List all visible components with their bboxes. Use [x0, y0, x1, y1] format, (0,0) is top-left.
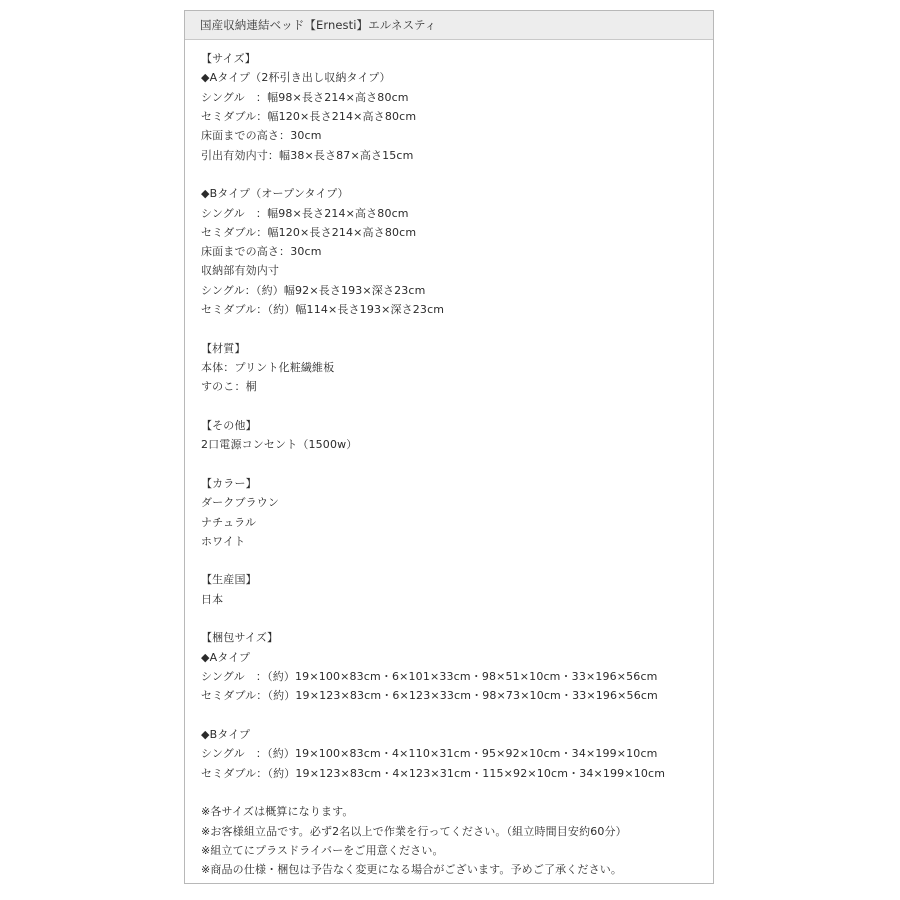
- spacer-line: [201, 706, 703, 725]
- spec-line: ダークブラウン: [201, 496, 280, 510]
- spec-panel: [184, 10, 714, 884]
- spec-line: シングル ：幅98×長さ214×高さ80cm: [201, 206, 409, 220]
- type-heading: ◆Aタイプ: [201, 650, 251, 664]
- spacer-line: [201, 551, 703, 570]
- type-heading: ◆Bタイプ: [201, 727, 251, 741]
- spec-line: 床面までの高さ：30cm: [201, 245, 322, 259]
- section-heading: 【梱包サイズ】: [201, 631, 279, 645]
- type-heading: ◆Bタイプ（オープンタイプ）: [201, 187, 349, 201]
- spec-line: 床面までの高さ：30cm: [201, 129, 322, 143]
- spacer-line: [201, 165, 703, 184]
- section-heading: 【その他】: [201, 418, 257, 432]
- spec-line: 収納部有効内寸: [201, 264, 280, 278]
- type-heading: ◆Aタイプ（2杯引き出し収納タイプ）: [201, 71, 391, 85]
- spec-line: 引出有効内寸：幅38×長さ87×高さ15cm: [201, 148, 414, 162]
- spec-line: セミダブル：幅120×長さ214×高さ80cm: [201, 109, 417, 123]
- spec-line: シングル ：（約）19×100×83cm・4×110×31cm・95×92×10cm・34×199×10cm: [201, 747, 658, 761]
- spacer-line: [201, 455, 703, 474]
- spec-line: すのこ：桐: [201, 380, 257, 394]
- spacer-line: [201, 609, 703, 628]
- note-line: ※お客様組立品です。必ず2名以上で作業を行ってください。（組立時間目安約60分）: [201, 824, 627, 838]
- section-heading: 【材質】: [201, 341, 246, 355]
- spacer-line: [201, 783, 703, 802]
- spec-line: シングル ：幅98×長さ214×高さ80cm: [201, 90, 409, 104]
- spec-body: [201, 49, 703, 879]
- spec-line: 日本: [201, 592, 224, 606]
- section-heading: 【サイズ】: [201, 52, 256, 65]
- spacer-line: [201, 397, 703, 416]
- spec-line: ホワイト: [201, 534, 246, 548]
- spacer-line: [201, 319, 703, 338]
- spec-line: セミダブル：幅120×長さ214×高さ80cm: [201, 225, 417, 239]
- spec-line: ナチュラル: [201, 515, 257, 529]
- spec-line: セミダブル：（約）幅114×長さ193×深さ23cm: [201, 303, 445, 317]
- spec-line: セミダブル：（約）19×123×83cm・6×123×33cm・98×73×10cm・33×196×56cm: [201, 689, 658, 703]
- section-heading: 【生産国】: [201, 573, 257, 587]
- note-line: ※組立てにプラスドライバーをご用意ください。: [201, 843, 444, 857]
- note-line: ※商品の仕様・梱包は予告なく変更になる場合がございます。予めご了承ください。: [201, 863, 623, 877]
- section-heading: 【カラー】: [201, 476, 257, 490]
- note-line: ※各サイズは概算になります。: [201, 805, 354, 819]
- panel-header: [185, 11, 713, 40]
- spec-line: 本体：プリント化粧繊維板: [201, 361, 335, 374]
- panel-title: 国産収納連結ベッド【Ernesti】エルネスティ: [200, 18, 437, 32]
- spec-line: セミダブル：（約）19×123×83cm・4×123×31cm・115×92×10cm・34×199×10cm: [201, 766, 666, 780]
- spec-line: 2口電源コンセント（1500w）: [201, 438, 358, 452]
- spec-line: シングル：（約）幅92×長さ193×深さ23cm: [201, 283, 426, 297]
- spec-line: シングル ：（約）19×100×83cm・6×101×33cm・98×51×10cm・33×196×56cm: [201, 670, 658, 683]
